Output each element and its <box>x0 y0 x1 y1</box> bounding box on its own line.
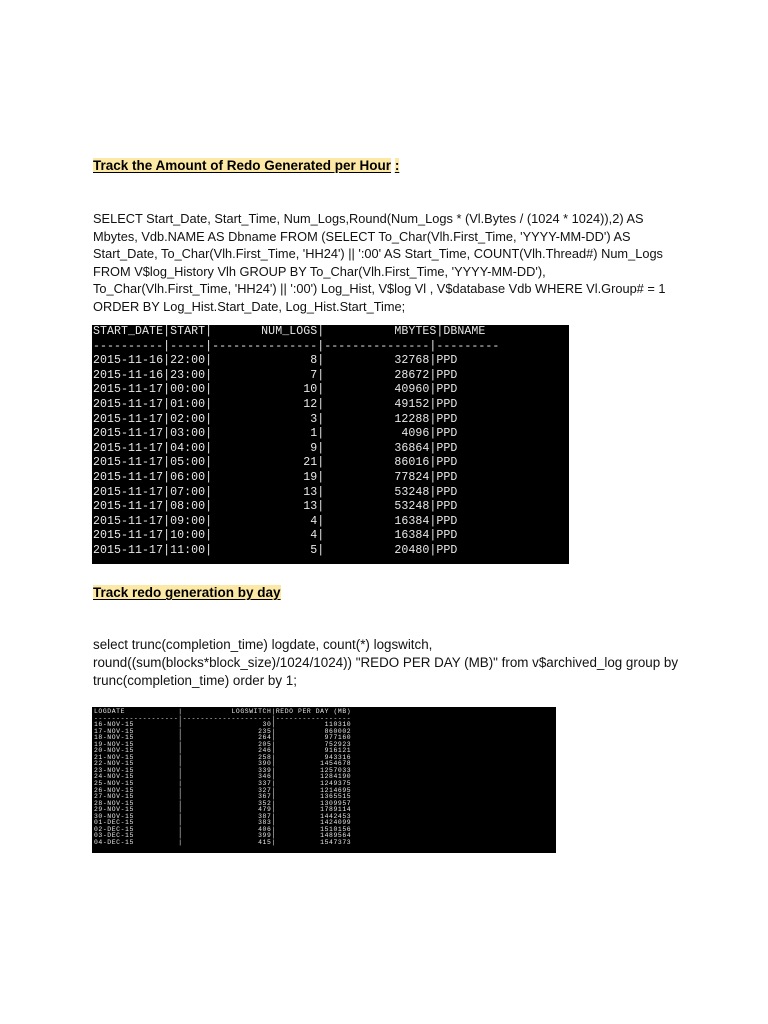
output-row: 2015-11-17|01:00| 12| 49152|PPD <box>93 397 458 411</box>
output-row: 21-NOV-15 | 258| 943316 <box>94 753 352 761</box>
output-row: 23-NOV-15 | 339| 1257033 <box>94 766 352 774</box>
output-row: 2015-11-17|08:00| 13| 53248|PPD <box>93 500 458 514</box>
output-row: 25-NOV-15 | 337| 1249375 <box>94 780 352 788</box>
output-row: 20-NOV-15 | 246| 916121 <box>94 747 352 755</box>
output-row: 2015-11-17|03:00| 1| 4096|PPD <box>93 427 458 441</box>
output-table-daily <box>92 707 556 846</box>
output-table-hourly <box>92 325 569 559</box>
output-row: 2015-11-17|07:00| 13| 53248|PPD <box>93 485 458 499</box>
output-row: 2015-11-16|22:00| 8| 32768|PPD <box>93 354 458 368</box>
output-row: 2015-11-17|02:00| 3| 12288|PPD <box>93 412 458 426</box>
output-row: 22-NOV-15 | 390| 1454678 <box>94 760 352 768</box>
output-row: 19-NOV-15 | 205| 752923 <box>94 740 352 748</box>
query-output-screenshot-hourly <box>92 325 569 564</box>
heading-highlight: Track the Amount of Redo Generated per Hour <box>93 158 392 173</box>
output-row: 27-NOV-15 | 367| 1365515 <box>94 793 352 801</box>
sql-query-redo-by-day: select trunc(completion_time) logdate, count(*) logswitch, round((sum(blocks*block_size)/1024/1024)) "REDO PER DAY (MB)" from v$archived_log group by trunc(completion_time) order by 1; <box>93 637 679 688</box>
heading-highlight: Track redo generation by day <box>93 585 281 600</box>
section-heading-redo-by-day <box>93 584 281 601</box>
output-row: 2015-11-17|04:00| 9| 36864|PPD <box>93 441 458 455</box>
output-row: 16-NOV-15 | 30| 110310 <box>94 721 352 729</box>
output-row: 26-NOV-15 | 327| 1214695 <box>94 786 352 794</box>
output-row: 18-NOV-15 | 264| 977160 <box>94 734 352 742</box>
output-row: 03-DEC-15 | 399| 1489564 <box>94 832 352 840</box>
output-row: 02-DEC-15 | 406| 1510156 <box>94 825 352 833</box>
output-row: 2015-11-17|06:00| 19| 77824|PPD <box>93 470 458 484</box>
output-row: 30-NOV-15 | 387| 1442453 <box>94 812 352 820</box>
output-row: 2015-11-17|05:00| 21| 86016|PPD <box>93 456 458 470</box>
output-row: 2015-11-17|11:00| 5| 20480|PPD <box>93 543 458 557</box>
output-row: 24-NOV-15 | 346| 1284190 <box>94 773 352 781</box>
output-separator-row: -------------------|--------------------|----------------- <box>94 714 352 722</box>
output-row: 01-DEC-15 | 383| 1424099 <box>94 819 352 827</box>
output-row: 28-NOV-15 | 352| 1309957 <box>94 799 352 807</box>
output-row: 2015-11-17|00:00| 10| 40960|PPD <box>93 383 458 397</box>
query-output-screenshot-daily <box>92 707 556 853</box>
output-header-row: LOGDATE | LOGSWITCH|REDO PER DAY (MB) <box>94 708 352 715</box>
sql-query-redo-per-hour: SELECT Start_Date, Start_Time, Num_Logs,Round(Num_Logs * (Vl.Bytes / (1024 * 1024)),2) AS Mbytes, Vdb.NAME AS Dbname FROM (SELECT To_Char(Vlh.First_Time, 'YYYY-MM-DD') AS Start_Date, To_Char(Vlh.First_Time, 'HH24') || ':00' AS Start_Time, COUNT(Vlh.Thread#) Num_Logs FROM V$log_History Vlh GROUP BY To_Char(Vlh.First_Time, 'YYYY-MM-DD'), To_Char(Vlh.First_Time, 'HH24') || ':00') Log_Hist, V$log Vl , V$database Vdb WHERE Vl.Group# = 1 ORDER BY Log_Hist.Start_Date, Log_Hist.Start_Time; <box>93 211 666 314</box>
output-row: 2015-11-17|09:00| 4| 16384|PPD <box>93 514 458 528</box>
output-row: 2015-11-17|10:00| 4| 16384|PPD <box>93 529 458 543</box>
section-heading-redo-per-hour <box>93 157 399 174</box>
output-row: 04-DEC-15 | 415| 1547373 <box>94 838 352 846</box>
output-header-row: START_DATE|START| NUM_LOGS| MBYTES|DBNAME <box>93 325 486 338</box>
output-row: 2015-11-16|23:00| 7| 28672|PPD <box>93 368 458 382</box>
output-separator-row: ----------|-----|---------------|---------------|--------- <box>93 339 500 353</box>
output-row: 17-NOV-15 | 235| 860002 <box>94 727 352 735</box>
output-row: 29-NOV-15 | 479| 1789114 <box>94 806 352 814</box>
heading-colon: : <box>394 158 400 173</box>
